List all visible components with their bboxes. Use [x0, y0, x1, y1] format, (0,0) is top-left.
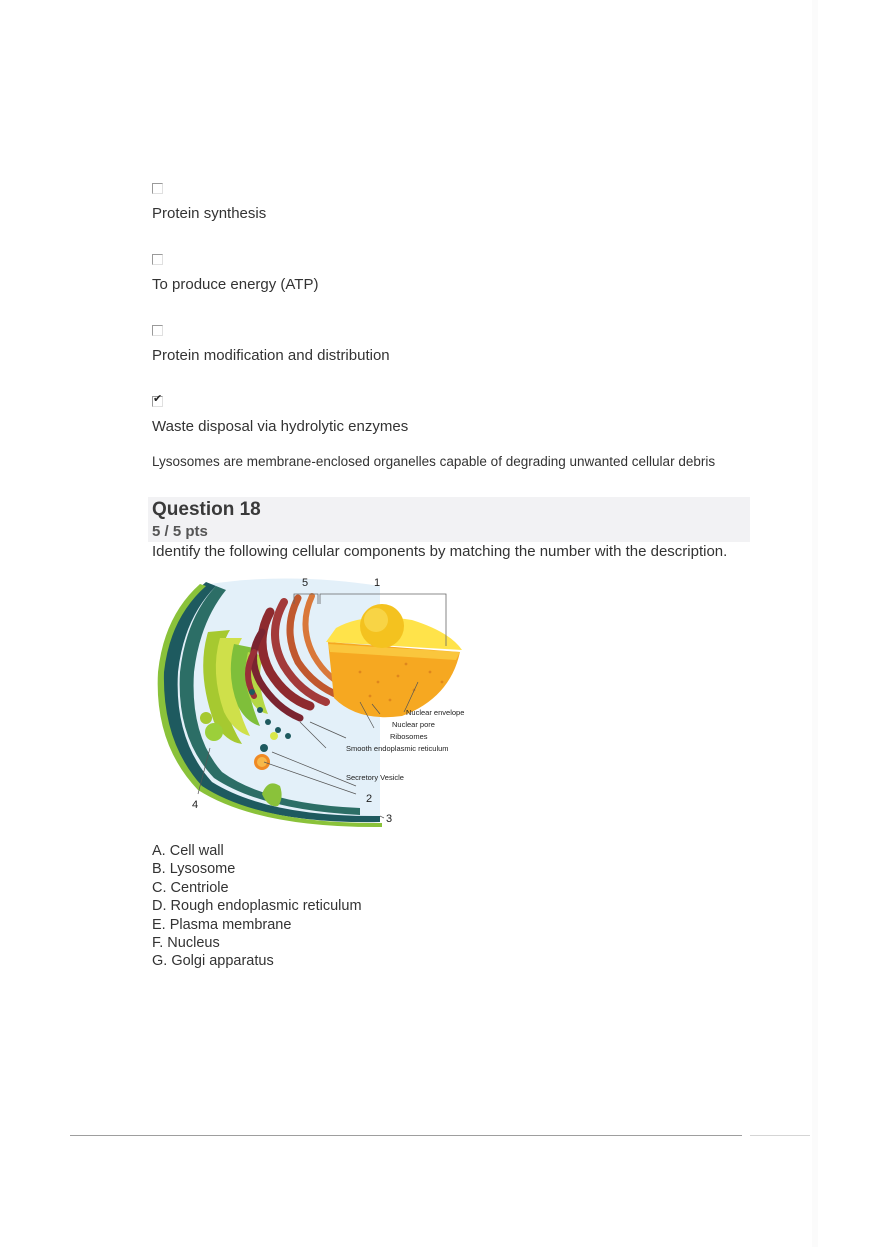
question-title: Question 18 [152, 499, 261, 520]
diagram-number-4: 4 [192, 799, 199, 811]
label-secretory-vesicle: Secretory Vesicle [346, 773, 404, 782]
checkbox-unchecked[interactable] [152, 183, 163, 194]
small-vesicle [270, 732, 278, 740]
option-label: Protein modification and distribution [152, 347, 390, 364]
checkbox-unchecked[interactable] [152, 325, 163, 336]
question-header [148, 497, 750, 542]
label-nuclear-envelope: Nuclear envelope [406, 708, 465, 717]
check-mark-icon: ✔ [153, 393, 163, 405]
diagram-number-2: 2 [366, 793, 373, 805]
answer-key-list [152, 842, 362, 971]
footer-divider [70, 1135, 742, 1136]
answer-key-item: F. Nucleus [152, 935, 220, 952]
label-nuclear-pore: Nuclear pore [392, 720, 435, 729]
diagram-number-3: 3 [386, 813, 393, 825]
option-label: Protein synthesis [152, 205, 267, 222]
answer-key-item: A. Cell wall [152, 843, 224, 859]
label-smooth-er: Smooth endoplasmic reticulum [346, 744, 449, 753]
answer-key-item: D. Rough endoplasmic reticulum [152, 898, 362, 915]
label-ribosomes: Ribosomes [390, 732, 428, 741]
footer-divider-faint [750, 1135, 810, 1136]
checkbox-unchecked[interactable] [152, 254, 163, 265]
option-label: To produce energy (ATP) [152, 276, 319, 293]
answer-key-item: G. Golgi apparatus [152, 953, 274, 970]
page-edge-shade [812, 0, 818, 1247]
diagram-number-1: 1 [374, 577, 381, 589]
option-label: Waste disposal via hydrolytic enzymes [152, 418, 409, 435]
answer-key-item: C. Centriole [152, 879, 229, 896]
answer-explanation: Lysosomes are membrane-enclosed organelles capable of degrading unwanted cellular debris [152, 454, 716, 469]
diagram-number-5: 5 [302, 577, 309, 589]
question-points: 5 / 5 pts [152, 523, 208, 540]
question-text: Identify the following cellular components by matching the number with the description. [152, 543, 728, 560]
answer-key-item: E. Plasma membrane [152, 916, 292, 933]
ribosome-dot [260, 744, 268, 752]
answer-key-item: B. Lysosome [152, 861, 236, 878]
cell-diagram [150, 572, 480, 832]
checkbox-checked[interactable] [152, 393, 163, 407]
